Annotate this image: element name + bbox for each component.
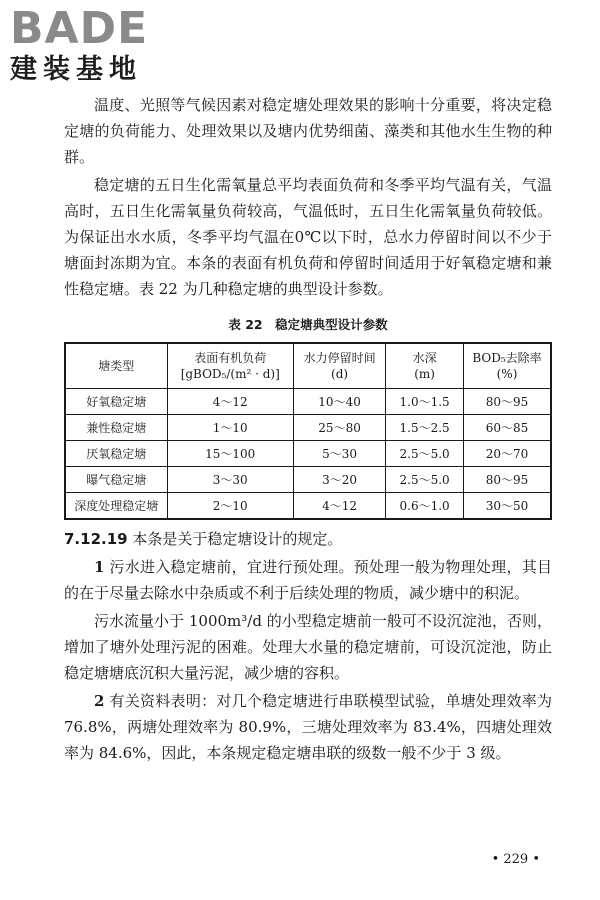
table-cell: 厌氧稳定塘 <box>65 441 167 467</box>
table-cell: 3～30 <box>167 467 293 493</box>
table-header-row <box>65 343 551 389</box>
table-cell: 80～95 <box>463 389 551 415</box>
table-cell: 1～10 <box>167 415 293 441</box>
design-parameter-table <box>64 342 552 520</box>
table-cell: 4～12 <box>293 493 385 520</box>
item-1 <box>64 554 552 606</box>
table-cell: 15～100 <box>167 441 293 467</box>
item-text: 污水进入稳定塘前，宜进行预处理。预处理一般为物理处理，其目的在于尽量去除水中杂质或不利于后续处理的物质，减少塘中的积泥。 <box>64 558 552 602</box>
table-cell: 30～50 <box>463 493 551 520</box>
table-cell: 2.5～5.0 <box>386 441 464 467</box>
paragraph-climate: 温度、光照等气候因素对稳定塘处理效果的影响十分重要，将决定稳定塘的负荷能力、处理效果以及塘内优势细菌、藻类和其他水生生物的种群。 <box>64 96 552 166</box>
table-row <box>65 441 551 467</box>
table-cell: 0.6～1.0 <box>386 493 464 520</box>
logo <box>10 3 180 86</box>
item-number: 2 <box>94 692 105 710</box>
paragraph-sedimentation: 污水流量小于 1000m³/d 的小型稳定塘前一般可不设沉淀池，否则，增加了塘外处理污泥的困难。处理大水量的稳定塘前，可设沉淀池，防止稳定塘塘底沉积大量污泥，减少塘的容积。 <box>64 612 552 682</box>
item-number: 1 <box>94 558 105 576</box>
header-pond-type: 塘类型 <box>65 343 167 389</box>
table-cell: 2.5～5.0 <box>386 467 464 493</box>
table-cell: 20～70 <box>463 441 551 467</box>
item-2 <box>64 688 552 766</box>
logo-subtitle: 建装基地 <box>10 54 142 85</box>
table-cell: 3～20 <box>293 467 385 493</box>
table-cell: 60～85 <box>463 415 551 441</box>
header-surface-load: 表面有机负荷 [gBOD₅/(m² · d)] <box>167 343 293 389</box>
table-cell: 2～10 <box>167 493 293 520</box>
page-content <box>64 92 552 768</box>
table-row <box>65 467 551 493</box>
table-row <box>65 493 551 520</box>
header-depth: 水深 (m) <box>386 343 464 389</box>
paragraph-load: 稳定塘的五日生化需氧量总平均表面负荷和冬季平均气温有关，气温高时，五日生化需氧量负荷较高，气温低时，五日生化需氧量负荷较低。为保证出水水质，冬季平均气温在0℃以下时，总水力停留时间以不少于塘面封冻期为宜。本条的表面有机负荷和停留时间适用于好氧稳定塘和兼性稳定塘。表 22 为几种稳定塘的典型设计参数。 <box>64 176 552 298</box>
table-cell: 1.0～1.5 <box>386 389 464 415</box>
item-text: 有关资料表明：对几个稳定塘进行串联模型试验，单塘处理效率为 76.8%，两塘处理效率为 80.9%，三塘处理效率为 83.4%，四塘处理效率为 84.6%，因此，本条规定稳定塘串联的级数一般不少于 3 级。 <box>64 692 552 762</box>
table-cell: 1.5～2.5 <box>386 415 464 441</box>
table-cell: 好氧稳定塘 <box>65 389 167 415</box>
table-cell: 曝气稳定塘 <box>65 467 167 493</box>
table-cell: 10～40 <box>293 389 385 415</box>
table-row <box>65 389 551 415</box>
logo-wordmark: BADE <box>10 3 149 54</box>
table-cell: 兼性稳定塘 <box>65 415 167 441</box>
table-cell: 80～95 <box>463 467 551 493</box>
table-row <box>65 415 551 441</box>
page-number: • 229 • <box>491 852 540 867</box>
table-cell: 4～12 <box>167 389 293 415</box>
section-text: 本条是关于稳定塘设计的规定。 <box>132 530 343 548</box>
section-number: 7.12.19 <box>64 530 128 548</box>
section-heading <box>64 526 552 552</box>
table-cell: 深度处理稳定塘 <box>65 493 167 520</box>
table-cell: 5～30 <box>293 441 385 467</box>
header-retention-time: 水力停留时间 (d) <box>293 343 385 389</box>
table-cell: 25～80 <box>293 415 385 441</box>
header-bod-removal: BOD₅去除率 (%) <box>463 343 551 389</box>
table-caption: 表 22 稳定塘典型设计参数 <box>228 317 388 332</box>
